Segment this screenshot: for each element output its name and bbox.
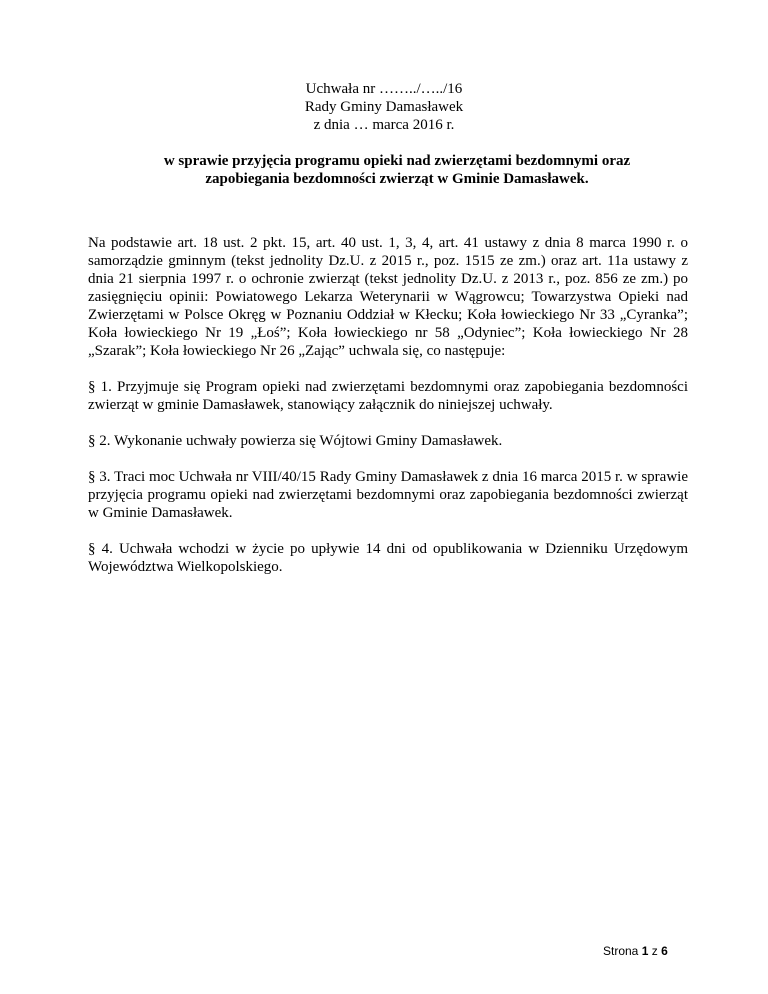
- subject-line-2: zapobiegania bezdomności zwierząt w Gminie Damasławek.: [205, 171, 589, 187]
- total-pages: 6: [661, 944, 668, 958]
- current-page: 1: [641, 944, 649, 958]
- resolution-subject: [132, 152, 662, 188]
- section-1-paragraph: § 1. Przyjmuje się Program opieki nad zwierzętami bezdomnymi oraz zapobiegania bezdomności zwierząt w gminie Damasławek, stanowiący załącznik do niniejszej uchwały.: [88, 379, 688, 413]
- section-3-paragraph: § 3. Traci moc Uchwała nr VIII/40/15 Rady Gminy Damasławek z dnia 16 marca 2015 r. w sprawie przyjęcia programu opieki nad zwierzętami bezdomnymi oraz zapobiegania bezdomności zwierząt w Gminie Damasławek.: [88, 469, 688, 521]
- section-4-paragraph: § 4. Uchwała wchodzi w życie po upływie 14 dni od opublikowania w Dzienniku Urzędowym Województwa Wielkopolskiego.: [88, 541, 688, 575]
- section-2-paragraph: § 2. Wykonanie uchwały powierza się Wójtowi Gminy Damasławek.: [88, 433, 503, 449]
- page-number: [603, 944, 668, 958]
- resolution-number: Uchwała nr ……../…../16: [305, 81, 463, 97]
- legal-basis-paragraph: Na podstawie art. 18 ust. 2 pkt. 15, art. 40 ust. 1, 3, 4, art. 41 ustawy z dnia 8 marca 1990 r. o samorządzie gminnym (tekst jednolity Dz.U. z 2015 r., poz. 1515 ze zm.) oraz art. 11a ustawy z dnia 21 sierpnia 1997 r. o ochronie zwierząt (tekst jednolity Dz.U. z 2013 r., poz. 856 ze zm.) po zasięgnięciu opinii: Powiatowego Lekarza Weterynarii w Wągrowcu; Towarzystwa Opieki nad Zwierzętami w Polsce Okręg w Poznaniu Oddział w Kłecku; Koła łowieckiego Nr 33 „Cyranka”; Koła łowieckiego Nr 19 „Łoś”; Koła łowieckiego nr 58 „Odyniec”; Koła łowieckiego Nr 28 „Szarak”; Koła łowieckiego Nr 26 „Zając” uchwala się, co następuje:: [88, 235, 688, 359]
- page-separator: z: [651, 944, 658, 958]
- resolution-date: z dnia … marca 2016 r.: [313, 117, 455, 133]
- issuing-council: Rady Gminy Damasławek: [304, 99, 464, 115]
- subject-line-1: w sprawie przyjęcia programu opieki nad zwierzętami bezdomnymi oraz: [163, 153, 631, 169]
- resolution-header: [0, 80, 768, 134]
- page-label: Strona: [603, 944, 639, 958]
